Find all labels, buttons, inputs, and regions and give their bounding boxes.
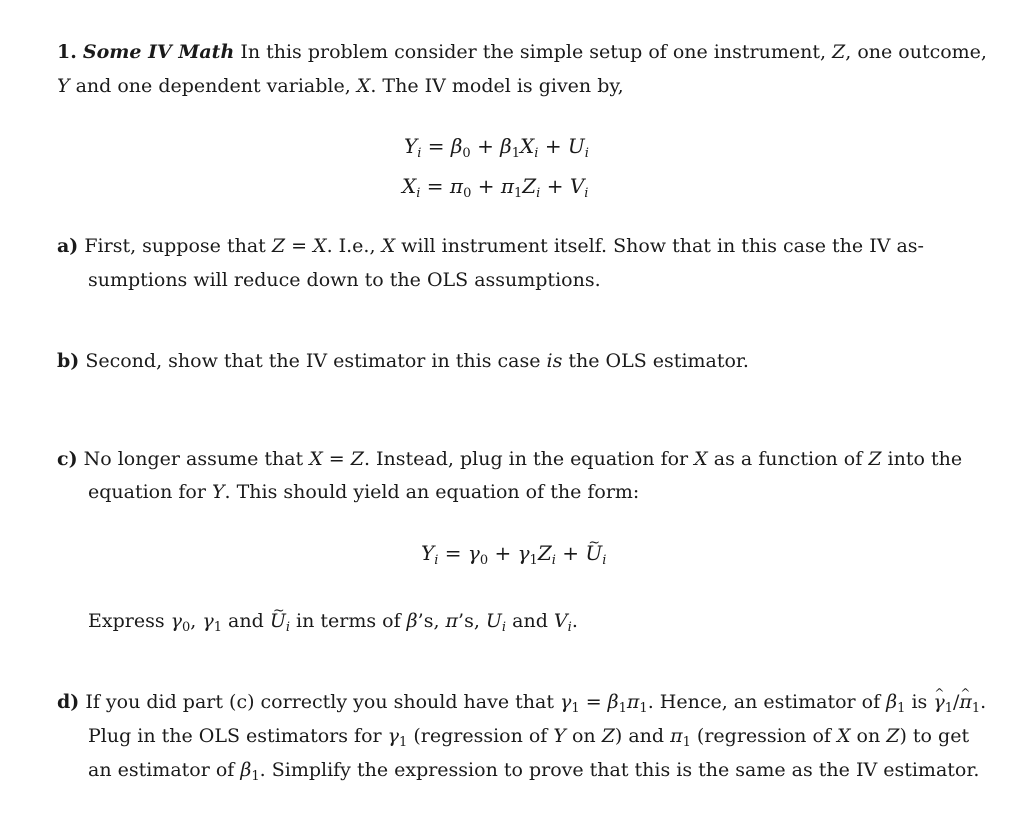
part-d-line2: Plug in the OLS estimators for $\gamma_1$ (regression of Y on Z) and $\pi_1$ (regression of X on Z) to get [88,725,970,750]
part-b-post: the OLS estimator. [568,350,749,372]
part-b-line1 [57,349,749,373]
part-d-line1: d) If you did part (c) correctly you should have that $\gamma_1 = \beta_1\pi_1$. Hence, an estimator of $\beta_1$ is ^ $\gamma_1/\^{}$ $\pi_1$. [57,690,986,714]
part-c-label: c) [57,448,78,470]
part-b-emphasis: is [546,350,563,372]
problem-title: Some IV Math [82,41,235,63]
equation-outcome: $Y_i = \beta_0 + \beta_1X_i + U_i$ [404,134,589,161]
part-a-line1: a) First, suppose that Z = X. I.e., X will instrument itself. Show that in this case the IV as- [57,235,924,257]
part-d-line3: an estimator of $\beta_1$. Simplify the expression to prove that this is the same as the IV estimator. [88,759,980,784]
problem-intro-line2: Y and one dependent variable, X. The IV model is given by, [57,75,624,97]
equation-first-stage: $X_i = \pi_0 + \pi_1Z_i + V_i$ [402,174,589,201]
problem-number: 1. [57,41,77,63]
part-d-label: d) [57,691,80,713]
part-a-label: a) [57,235,79,257]
part-c-equation: $Y_i = \gamma_0 + \gamma_1Z_i$ + ~ $U_i$ [421,540,606,566]
part-c-line2: equation for Y. This should yield an equation of the form: [88,481,640,503]
part-b-label: b) [57,350,80,372]
part-c-line1: c) No longer assume that X = Z. Instead, plug in the equation for X as a function of Z into the [57,448,963,470]
part-c-line3: Express $\gamma_0$, $\gamma_1$ and ~ $U_i$ in terms of β’s, π’s, $U_i$ and $V_i$. [88,609,578,633]
part-a-line2: sumptions will reduce down to the OLS assumptions. [88,269,601,291]
part-b-pre: Second, show that the IV estimator in this case [85,350,541,372]
problem-intro-line1: 1. Some IV Math In this problem consider the simple setup of one instrument, Z, one outcome, [57,41,987,63]
